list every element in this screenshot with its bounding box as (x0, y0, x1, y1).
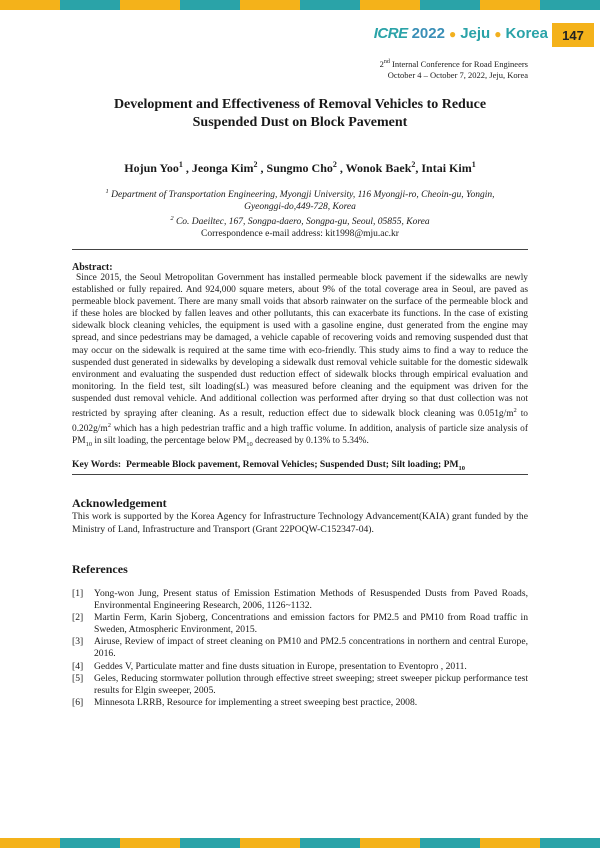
abstract-text: to 0.202g/m (72, 409, 528, 435)
acknowledgement-heading: Acknowledgement (72, 496, 167, 510)
author-list: Hojun Yoo$^1$ , Jeonga Kim$^2$ , Sungmo Cho$^2$ , Wonok Baek$^2$, Intai Kim$^1$ (124, 160, 476, 175)
affiliation-1-line-1: Department of Transportation Engineering, Myongji University, 116 Myongji-ro, Cheoin-gu, Yongin, (111, 190, 495, 201)
author-mark: 2 (332, 160, 337, 169)
reference-number: [3] (72, 636, 84, 648)
bottom-divider (72, 474, 528, 475)
author-name: Intai Kim (421, 161, 472, 175)
author-mark: 2 (411, 160, 416, 169)
stripe-segment (480, 838, 540, 848)
reference-number: [6] (72, 696, 84, 708)
author-mark: 2 (253, 160, 258, 169)
affiliation-2-text: Co. Daeiltec, 167, Songpa-daero, Songpa-gu, Seoul, 05855, Korea (175, 217, 430, 228)
title-line-2: Suspended Dust on Block Pavement (192, 115, 408, 130)
stripe-segment (420, 838, 480, 848)
reference-number: [2] (72, 612, 84, 624)
logo-year: 2022 (411, 25, 445, 42)
affiliation-mark: 1 (105, 188, 109, 195)
abstract-superscript: 2 (107, 422, 111, 430)
stripe-segment (240, 0, 300, 10)
abstract-body (72, 272, 528, 451)
stripe-segment (300, 838, 360, 848)
keywords (72, 459, 528, 472)
stripe-segment (120, 0, 180, 10)
abstract-text: in silt loading, the percentage below PM (92, 436, 247, 447)
reference-text: Yong-won Jung, Present status of Emission Estimation Methods of Resuspended Dusts from Paved Roads, Environmental Engineering Research, 2006, 1126~1132. (94, 588, 528, 612)
author-name: Sungmo Cho (266, 161, 333, 175)
reference-list (72, 588, 528, 709)
abstract-text: decreased by 0.13% to 5.34%. (252, 436, 369, 447)
conference-dates: October 4 – October 7, 2022, Jeju, Korea (387, 69, 528, 80)
reference-text: Martin Ferm, Karin Sjoberg, Concentrations and emission factors for PM2.5 and PM10 from Road traffic in Sweden, Atmospheric Environment, 2015. (94, 612, 528, 636)
stripe-segment (180, 0, 240, 10)
reference-text: Airuse, Review of impact of street cleaning on PM10 and PM2.5 concentrations in northern and central Europe, 2016. (94, 636, 528, 660)
reference-item (72, 588, 528, 612)
stripe-segment (0, 0, 60, 10)
reference-item (72, 661, 528, 673)
affiliation-2 (70, 213, 530, 228)
page-number: 147 (552, 23, 594, 47)
stripe-segment (240, 838, 300, 848)
logo-place-2: Korea (505, 25, 548, 42)
conference-info (380, 57, 528, 81)
logo-mark: ICRE (373, 25, 408, 42)
reference-item (72, 612, 528, 636)
keywords-text: Permeable Block pavement, Removal Vehicles; Suspended Dust; Silt loading; PM (125, 459, 459, 470)
keywords-label: Key Words: (72, 459, 122, 470)
conference-name (380, 57, 528, 70)
stripe-segment (360, 838, 420, 848)
stripe-segment (480, 0, 540, 10)
author-name: Hojun Yoo (124, 161, 179, 175)
conference-name-text: Internal Conference for Road Engineers (389, 58, 528, 69)
reference-text: Geddes V, Particulate matter and fine dusts situation in Europe, presentation to Eventopro , 2011. (94, 660, 467, 672)
abstract-text: Since 2015, the Seoul Metropolitan Government has installed permeable block pavement if the sidewalks are newly established or fully repaired. And 924,000 square meters, about 9% of the total coverage area in Seoul, are paved as permeable block pavement. There are many small voids that absorb rainwater on the surface of the permeable block and if these holes are blocked by fallen leaves and other pollutants, this can exacerbate its functions. In the case of existing sidewalk block cleaning vehicles, the equipment is used with a gasoline engine, dust generated from the engine may spread, and since pedestrians may be damaged, a vehicle capable of recovering voids and removing suspended dust that may occur on the sidewalk is required at the same time with eco-friendly. This study aims to find a way to reduce the suspended dust generated in sidewalks by developing a sidewalk dust removal vehicle suitable for the domestic sidewalk environment and evaluating the suspended dust reduction effect of sidewalk blocks through empirical evaluation and monitoring. In the field test, silt loading(sL) was measured before cleaning and the equipment was driven for the suspended dust removal vehicle. And additional collection was performed after drying so that dust collection was not restricted by spraying after cleaning. As a result, reduction effect due to sidewalk block cleaning was 0.051g/m (72, 273, 528, 420)
paper-title (60, 96, 540, 132)
reference-text: Geles, Reducing stormwater pollution through effective street sweeping; street sweeper pickup performance test results for Elgin sweeper, 2005. (94, 672, 528, 696)
stripe-segment (540, 0, 600, 10)
reference-number: [5] (72, 672, 84, 684)
logo-place-1: Jeju (460, 25, 491, 42)
reference-number: [1] (72, 588, 84, 599)
stripe-segment (60, 0, 120, 10)
logo-dot-icon: ● (494, 26, 502, 41)
title-line-1: Development and Effectiveness of Removal Vehicles to Reduce (113, 97, 487, 112)
correspondence-email: Correspondence e-mail address: kit1998@mju.ac.kr (201, 229, 399, 240)
affiliation-1 (70, 186, 530, 201)
stripe-segment (300, 0, 360, 10)
reference-number: [4] (72, 660, 84, 672)
reference-item (72, 697, 528, 709)
conference-logo (374, 25, 548, 42)
reference-text: Minnesota LRRB, Resource for implementing a street sweeping best practice, 2008. (94, 696, 418, 708)
top-divider (72, 249, 528, 250)
reference-item (72, 673, 528, 697)
abstract-text: which has a high pedestrian traffic and a high traffic volume. In addition, analysis of particle size analysis of PM (72, 424, 528, 447)
affiliations (70, 186, 530, 240)
stripe-segment (180, 838, 240, 848)
stripe-segment (0, 838, 60, 848)
affiliation-1-line-2: Gyeonggi-do,449-728, Korea (244, 202, 356, 213)
reference-item (72, 636, 528, 660)
author-mark: 1 (178, 160, 183, 169)
stripe-segment (360, 0, 420, 10)
conference-ordinal: 2 (379, 58, 384, 69)
top-color-stripe (0, 0, 600, 10)
abstract-subscript: 10 (85, 441, 93, 449)
abstract-heading: Abstract: (72, 262, 113, 273)
keywords-subscript: 10 (458, 464, 466, 472)
author-name: Jeonga Kim (191, 161, 254, 175)
conference-ordinal-suffix: nd (383, 59, 390, 65)
abstract-subscript: 10 (246, 441, 253, 449)
bottom-color-stripe (0, 838, 600, 848)
logo-dot-icon: ● (448, 26, 457, 41)
author-name: Wonok Baek (345, 161, 412, 175)
references-heading: References (72, 562, 128, 576)
stripe-segment (120, 838, 180, 848)
stripe-segment (540, 838, 600, 848)
acknowledgement-text: This work is supported by the Korea Agency for Infrastructure Technology Advancement(KAIA) grant funded by the Ministry of Land, Infrastructure and Transport (Grant 22POQW-C152347-04). (72, 511, 528, 535)
abstract-superscript: 2 (513, 407, 517, 415)
stripe-segment (420, 0, 480, 10)
stripe-segment (60, 838, 120, 848)
affiliation-mark: 2 (170, 215, 174, 223)
author-mark: 1 (471, 160, 476, 169)
